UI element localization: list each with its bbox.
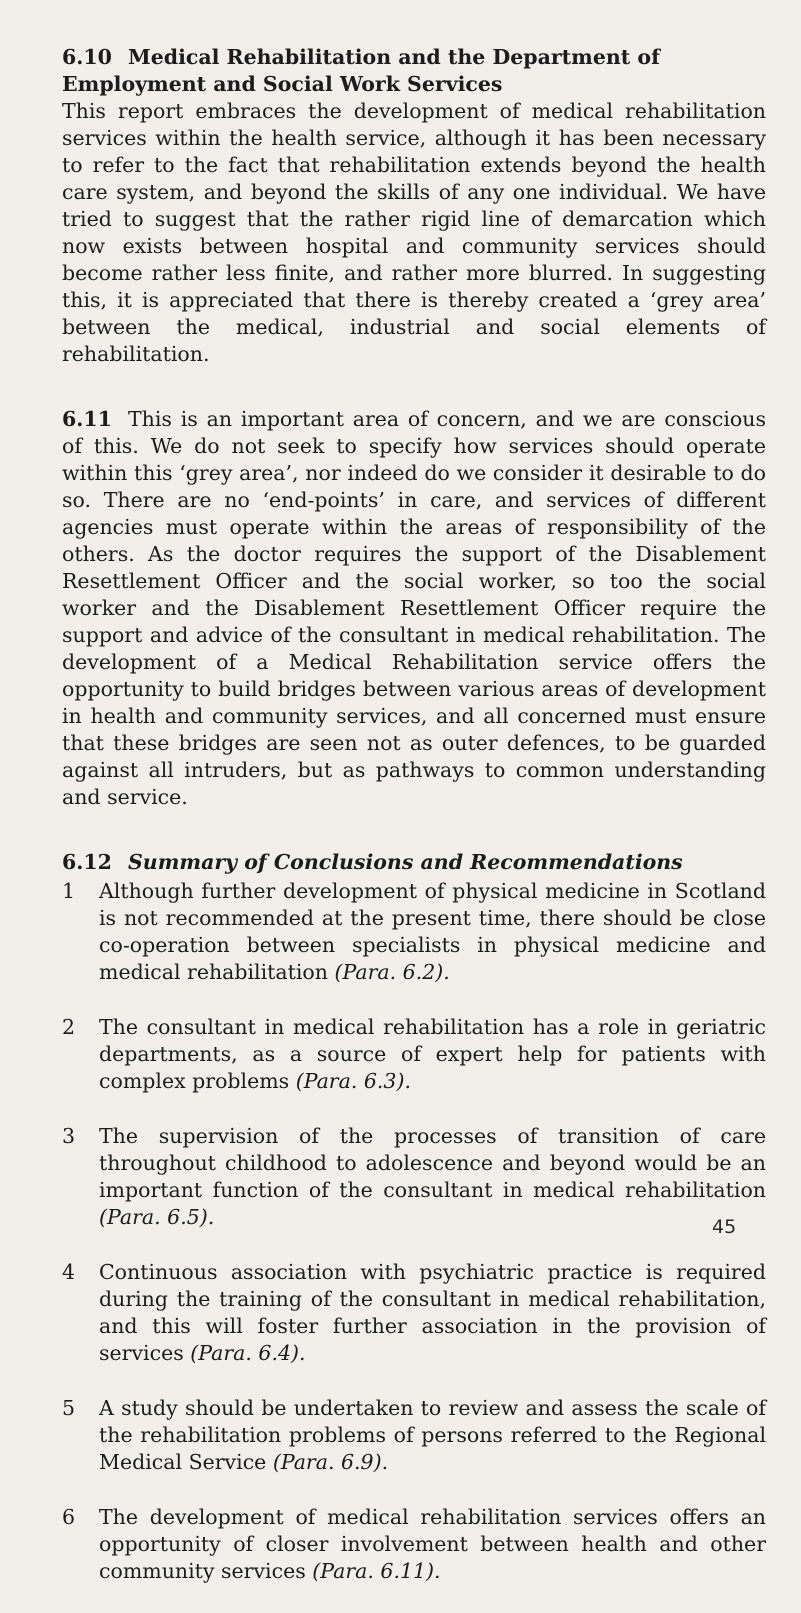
section-heading (62, 849, 766, 876)
list-item (62, 1123, 766, 1231)
section-number: 6.11 (62, 407, 112, 431)
item-text: A study should be undertaken to review and assess the scale of the rehabilitation problems of persons referred to the Regional Medical Service (99, 1396, 766, 1474)
item-text: The consultant in medical rehabilitation has a role in geriatric departments, as a source of expert help for patients with complex problems (99, 1015, 766, 1093)
item-number: 2 (62, 1015, 76, 1039)
item-reference: (Para. 6.3). (295, 1069, 411, 1093)
section-6-10 (62, 44, 766, 368)
document-page (62, 44, 766, 1613)
recommendations-list (62, 878, 766, 1585)
item-text: The supervision of the processes of transition of care throughout childhood to adolescence and beyond would be an important function of the consultant in medical rehabilitation (99, 1124, 766, 1202)
list-item (62, 1395, 766, 1476)
section-6-11 (62, 406, 766, 811)
list-item (62, 1504, 766, 1585)
item-reference: (Para. 6.9). (272, 1450, 389, 1474)
section-6-12 (62, 849, 766, 1585)
list-item (62, 1014, 766, 1095)
item-number: 1 (62, 879, 76, 903)
page-number: 45 (712, 1216, 737, 1238)
item-number: 5 (62, 1396, 76, 1420)
item-number: 6 (62, 1505, 76, 1529)
item-reference: (Para. 6.4). (190, 1341, 306, 1365)
item-text: Although further development of physical medicine in Scotland is not recommended at the present time, there should be close co-operation between specialists in physical medicine and medical rehabilitation (99, 879, 766, 984)
section-text: This is an important area of concern, and we are conscious of this. We do not seek to specify how services should operate within this ‘grey area’, nor indeed do we consider it desirable to do so. There are no ‘end-points’ in care, and services of different agencies must operate within the areas of responsibility of the others. As the doctor requires the support of the Disablement Resettlement Officer and the social worker, so too the social worker and the Disablement Resettlement Officer require the support and advice of the consultant in medical rehabilitation. The development of a Medical Rehabilitation service offers the opportunity to build bridges between various areas of development in health and community services, and all concerned must ensure that these bridges are seen not as outer defences, to be guarded against all intruders, but as pathways to common understanding and service. (62, 407, 766, 809)
item-text: Continuous association with psychiatric practice is required during the training of the consultant in medical rehabilitation, and this will foster further association in the provision of services (99, 1260, 766, 1365)
item-reference: (Para. 6.11). (312, 1559, 441, 1583)
list-item (62, 878, 766, 986)
section-body: This report embraces the development of medical rehabilitation services within the health service, although it has been necessary to refer to the fact that rehabilitation extends beyond the health care system, and beyond the skills of any one individual. We have tried to suggest that the rather rigid line of demarcation which now exists between hospital and community services should become rather less finite, and rather more blurred. In suggesting this, it is appreciated that there is thereby created a ‘grey area’ between the medical, industrial and social elements of rehabilitation. (62, 99, 766, 366)
section-title: Summary of Conclusions and Recommendations (128, 850, 683, 874)
list-item (62, 1259, 766, 1367)
item-number: 4 (62, 1260, 76, 1284)
section-heading (62, 44, 766, 98)
section-body (62, 406, 766, 811)
item-text: The development of medical rehabilitation services offers an opportunity of closer involvement between health and other community services (99, 1505, 766, 1583)
item-reference: (Para. 6.5). (99, 1205, 215, 1229)
section-title: Medical Rehabilitation and the Department of Employment and Social Work Services (62, 45, 660, 96)
item-number: 3 (62, 1124, 76, 1148)
item-reference: (Para. 6.2). (334, 960, 450, 984)
section-number: 6.12 (62, 850, 112, 874)
section-number: 6.10 (62, 45, 112, 69)
